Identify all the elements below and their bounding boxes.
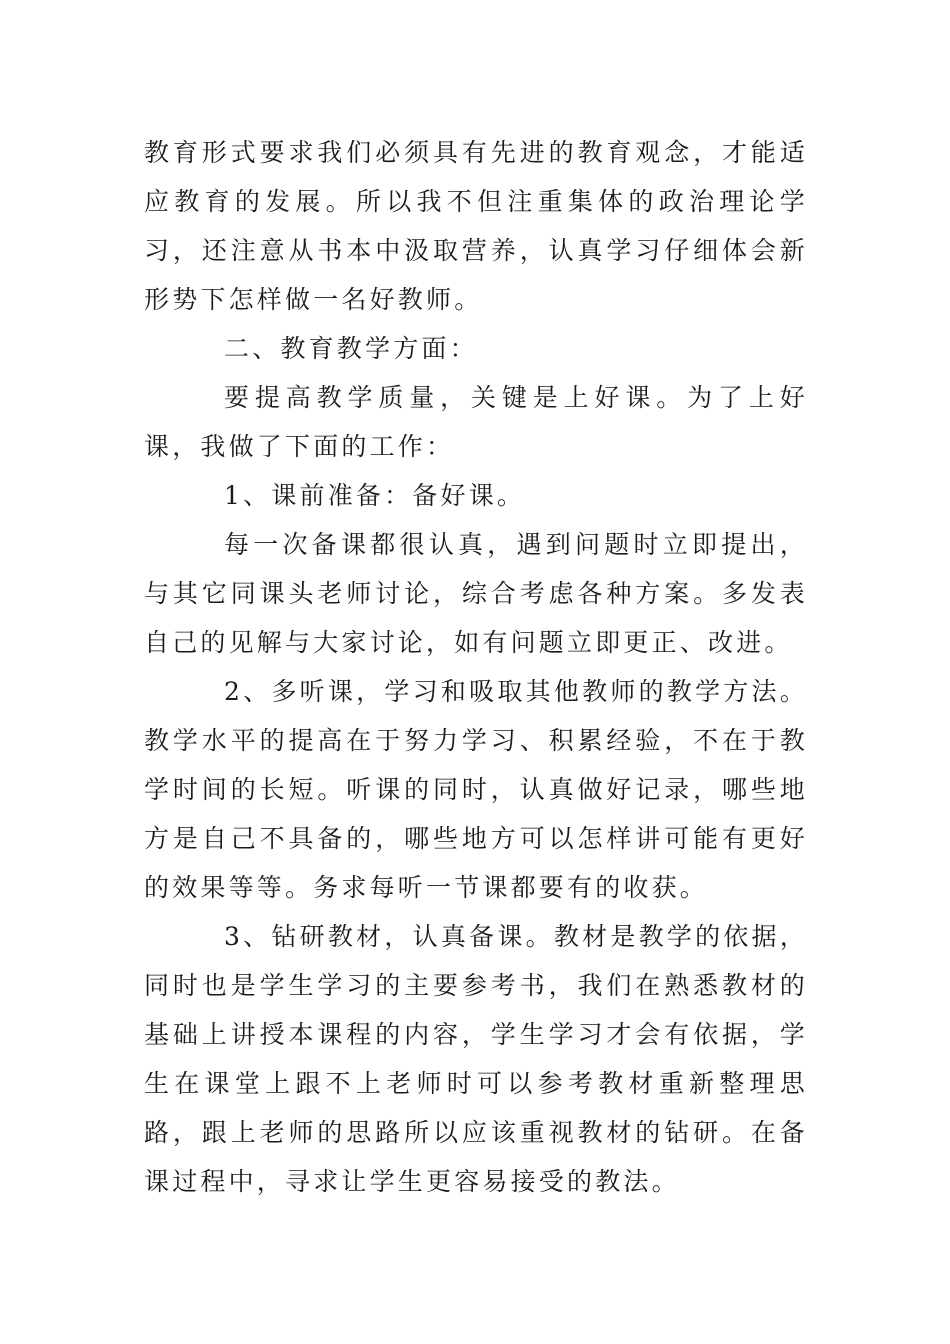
paragraph-lesson-prep: 每一次备课都很认真，遇到问题时立即提出，与其它同课头老师讨论，综合考虑各种方案。多发表自己的见解与大家讨论，如有问题立即更正、改进。	[144, 530, 808, 657]
list-item-3: 3、钻研教材，认真备课。教材是教学的依据，同时也是学生学习的主要参考书，我们在熟悉教材的基础上讲授本课程的内容，学生学习才会有依据，学生在课堂上跟不上老师时可以参考教材重新整理思路，跟上老师的思路所以应该重视教材的钻研。在备课过程中，寻求让学生更容易接受的教法。	[144, 922, 808, 1196]
list-item-1-heading: 1、课前准备：备好课。	[224, 481, 526, 510]
document-body	[144, 128, 808, 1206]
paragraph-teaching-quality: 要提高教学质量，关键是上好课。为了上好课，我做了下面的工作：	[144, 383, 808, 461]
section-heading-teaching: 二、教育教学方面：	[224, 334, 478, 363]
paragraph-intro-continued: 教育形式要求我们必须具有先进的教育观念，才能适应教育的发展。所以我不但注重集体的政治理论学习，还注意从书本中汲取营养，认真学习仔细体会新形势下怎样做一名好教师。	[144, 138, 808, 314]
list-item-2: 2、多听课，学习和吸取其他教师的教学方法。教学水平的提高在于努力学习、积累经验，不在于教学时间的长短。听课的同时，认真做好记录，哪些地方是自己不具备的，哪些地方可以怎样讲可能有更好的效果等等。务求每听一节课都要有的收获。	[144, 677, 808, 902]
